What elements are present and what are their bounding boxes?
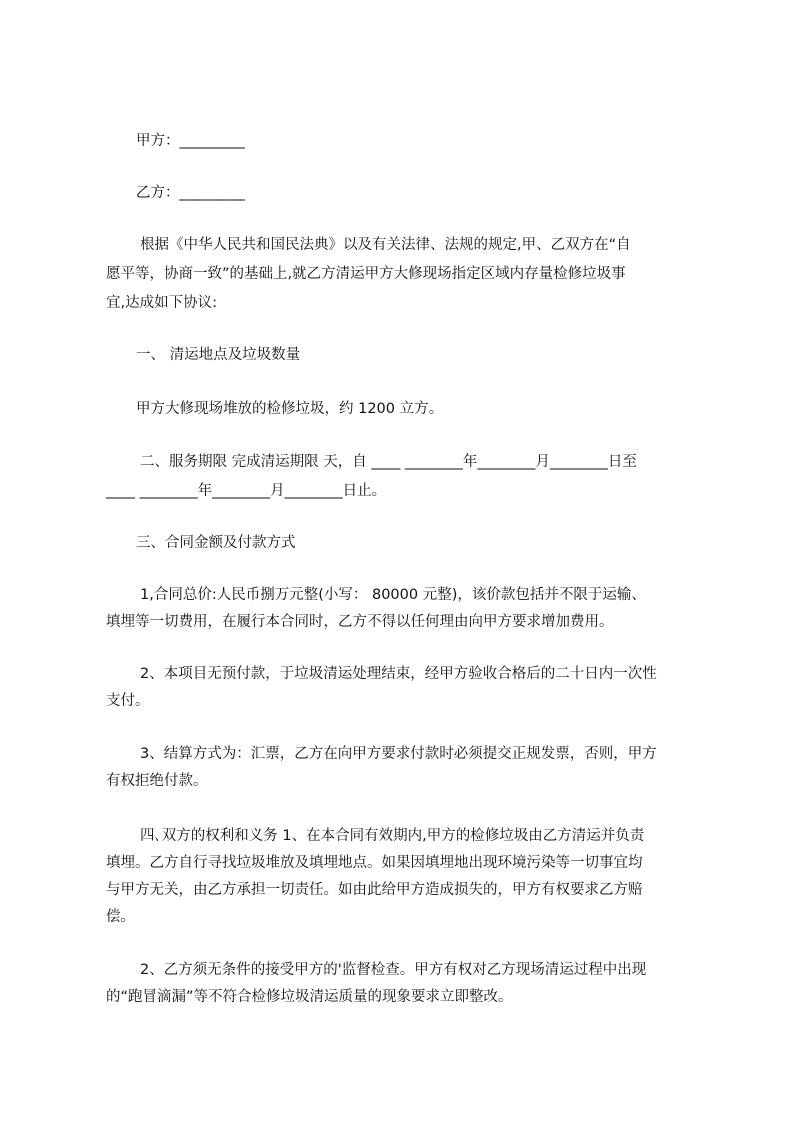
intro-line-1: 根据《中华人民共和国民法典》以及有关法律、法规的规定,甲、乙双方在“自 xyxy=(140,237,631,253)
section-4-para-2-line-1: 2、乙方须无条件的接受甲方的'监督检查。甲方有权对乙方现场清运过程中出现 xyxy=(140,962,647,978)
section-3-item-3-line-2: 有权拒绝付款。 xyxy=(106,773,208,789)
section-3-item-2-line-2: 支付。 xyxy=(106,693,150,709)
section-2-line-1: 二、服务期限 完成清运期限 天，自 ____ ________年________月________日至 xyxy=(140,454,637,470)
intro-line-3: 宜,达成如下协议: xyxy=(106,295,217,311)
section-4-para-2-line-2: 的“跑冒滴漏”等不符合检修垃圾清运质量的现象要求立即整改。 xyxy=(106,989,513,1005)
section-3-item-1-line-1: 1,合同总价:人民币捌万元整(小写： 80000 元整)，该价款包括并不限于运输、 xyxy=(140,587,646,603)
section-3-item-1-line-2: 填埋等一切费用，在履行本合同时，乙方不得以任何理由向甲方要求增加费用。 xyxy=(106,614,614,630)
section-4-para-1-line-1: 四､双方的权利和义务 1、在本合同有效期内,甲方的检修垃圾由乙方清运并负责 xyxy=(140,828,645,844)
party-b-line: 乙方：_________ xyxy=(136,185,245,201)
section-4-para-1-line-3: 与甲方无关，由乙方承担一切责任。如由此给甲方造成损失的，甲方有权要求乙方赔 xyxy=(106,882,643,898)
intro-line-2: 愿平等，协商一致”的基础上,就乙方清运甲方大修现场指定区域内存量检修垃圾事 xyxy=(106,266,626,282)
section-3-item-3-line-1: 3、结算方式为：汇票，乙方在向甲方要求付款时必须提交正规发票，否则，甲方 xyxy=(140,746,657,762)
section-2-line-2: ____ ________年________月________日止。 xyxy=(106,483,387,499)
section-3-item-2-line-1: 2、本项目无预付款，于垃圾清运处理结束，经甲方验收合格后的二十日内一次性 xyxy=(140,666,657,682)
party-a-line: 甲方：_________ xyxy=(136,133,245,149)
section-3-heading: 三、合同金额及付款方式 xyxy=(136,535,296,551)
section-4-para-1-line-4: 偿。 xyxy=(106,909,135,925)
section-1-heading: 一、 清运地点及垃圾数量 xyxy=(136,347,301,363)
section-1-body: 甲方大修现场堆放的检修垃圾，约 1200 立方。 xyxy=(136,401,444,417)
section-4-para-1-line-2: 填埋。乙方自行寻找垃圾堆放及填埋地点。如果因填埋地出现环境污染等一切事宜均 xyxy=(106,855,643,871)
